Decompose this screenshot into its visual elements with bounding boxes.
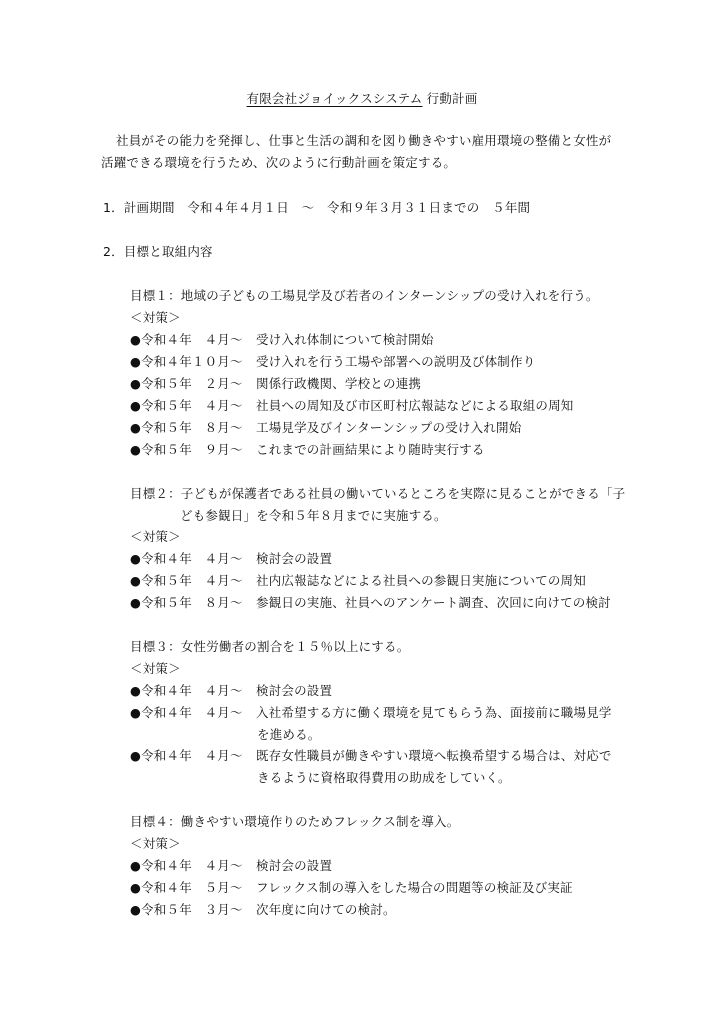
measure-date: ●令和５年 ３月～: [130, 902, 243, 917]
measure-date: ●令和５年 ９月～: [130, 442, 243, 457]
measure-date: ●令和４年 ４月～: [130, 683, 243, 698]
measure-text: 次年度に向けての検討。: [256, 902, 396, 917]
measure-text: 検討会の設置: [256, 683, 333, 698]
measures-label: ＜対策＞: [130, 529, 181, 544]
measure-text: 検討会の設置: [256, 858, 333, 873]
measure-item: [130, 880, 573, 896]
measure-item: [130, 748, 612, 764]
measure-item: [130, 354, 535, 370]
measure-item: [130, 376, 421, 392]
measures-label: ＜対策＞: [130, 836, 181, 851]
measure-text: 入社希望する方に働く環境を見てもらう為、面接前に職場見学: [256, 705, 612, 720]
goal-heading: 目標３：女性労働者の割合を１５％以上にする。: [130, 639, 410, 654]
intro-line-1: 社員がその能力を発揮し、仕事と生活の調和を図り働きやすい雇用環境の整備と女性が: [116, 133, 612, 148]
measure-date: ●令和４年 ５月～: [130, 880, 243, 895]
measure-date: ●令和５年 ４月～: [130, 573, 243, 588]
measure-date: ●令和５年 ４月～: [130, 398, 243, 413]
company-name: 有限会社ジョイックスシステム: [246, 91, 423, 106]
measure-item: [130, 442, 485, 458]
measure-item: [130, 858, 332, 874]
measures-label: ＜対策＞: [130, 310, 181, 325]
measure-item: [130, 398, 574, 414]
intro-line-2: 活躍できる環境を行うため、次のように行動計画を策定する。: [101, 155, 457, 170]
measure-item: [130, 902, 396, 918]
measure-date: ●令和５年 ８月～: [130, 595, 243, 610]
goal-heading: ども参観日」を令和５年８月までに実施する。: [180, 508, 447, 523]
plan-period: 1．計画期間 令和４年４月１日 ～ 令和９年３月３１日までの ５年間: [103, 200, 531, 215]
measure-item: [130, 332, 434, 348]
measure-text: これまでの計画結果により随時実行する: [256, 442, 485, 457]
goal-heading: 目標２：子どもが保護者である社員の働いているところを実際に見ることができる「子: [130, 486, 626, 501]
measure-item: [130, 595, 611, 611]
measure-text: 既存女性職員が働きやすい環境へ転換希望する場合は、対応で: [256, 748, 612, 763]
measure-date: ●令和４年１０月～: [130, 354, 243, 369]
measure-date: ●令和４年 ４月～: [130, 858, 243, 873]
measure-text: 受け入れを行う工場や部署への説明及び体制作り: [256, 354, 536, 369]
measure-date: ●令和４年 ４月～: [130, 551, 243, 566]
goals-section-heading: 2．目標と取組内容: [103, 244, 213, 259]
measure-text-continued: を進める。: [257, 727, 321, 742]
measure-date: ●令和４年 ４月～: [130, 748, 243, 763]
measure-text: 社内広報誌などによる社員への参観日実施についての周知: [256, 573, 586, 588]
measure-item: [130, 420, 521, 436]
measure-text: 関係行政機関、学校との連携: [256, 376, 422, 391]
measure-date: ●令和５年 ２月～: [130, 376, 243, 391]
goal-heading: 目標４：働きやすい環境作りのためフレックス制を導入。: [130, 814, 460, 829]
measure-text: 工場見学及びインターンシップの受け入れ開始: [256, 420, 522, 435]
goal-heading: 目標１：地域の子どもの工場見学及び若者のインターンシップの受け入れを行う。: [130, 288, 599, 303]
measure-date: ●令和４年 ４月～: [130, 705, 243, 720]
measure-item: [130, 573, 586, 589]
measure-item: [130, 683, 332, 699]
measure-text: 参観日の実施、社員へのアンケート調査、次回に向けての検討: [256, 595, 611, 610]
measure-text: フレックス制の導入をした場合の問題等の検証及び実証: [256, 880, 573, 895]
measure-item: [130, 705, 612, 721]
measure-text: 社員への周知及び市区町村広報誌などによる取組の周知: [256, 398, 574, 413]
measure-date: ●令和５年 ８月～: [130, 420, 243, 435]
title-suffix: 行動計画: [426, 91, 478, 106]
measure-text-continued: きるように資格取得費用の助成をしていく。: [257, 770, 511, 785]
measure-text: 受け入れ体制について検討開始: [256, 332, 434, 347]
measures-label: ＜対策＞: [130, 661, 181, 676]
document-title: [0, 91, 724, 107]
measure-item: [130, 551, 332, 567]
measure-text: 検討会の設置: [256, 551, 333, 566]
measure-date: ●令和４年 ４月～: [130, 332, 243, 347]
